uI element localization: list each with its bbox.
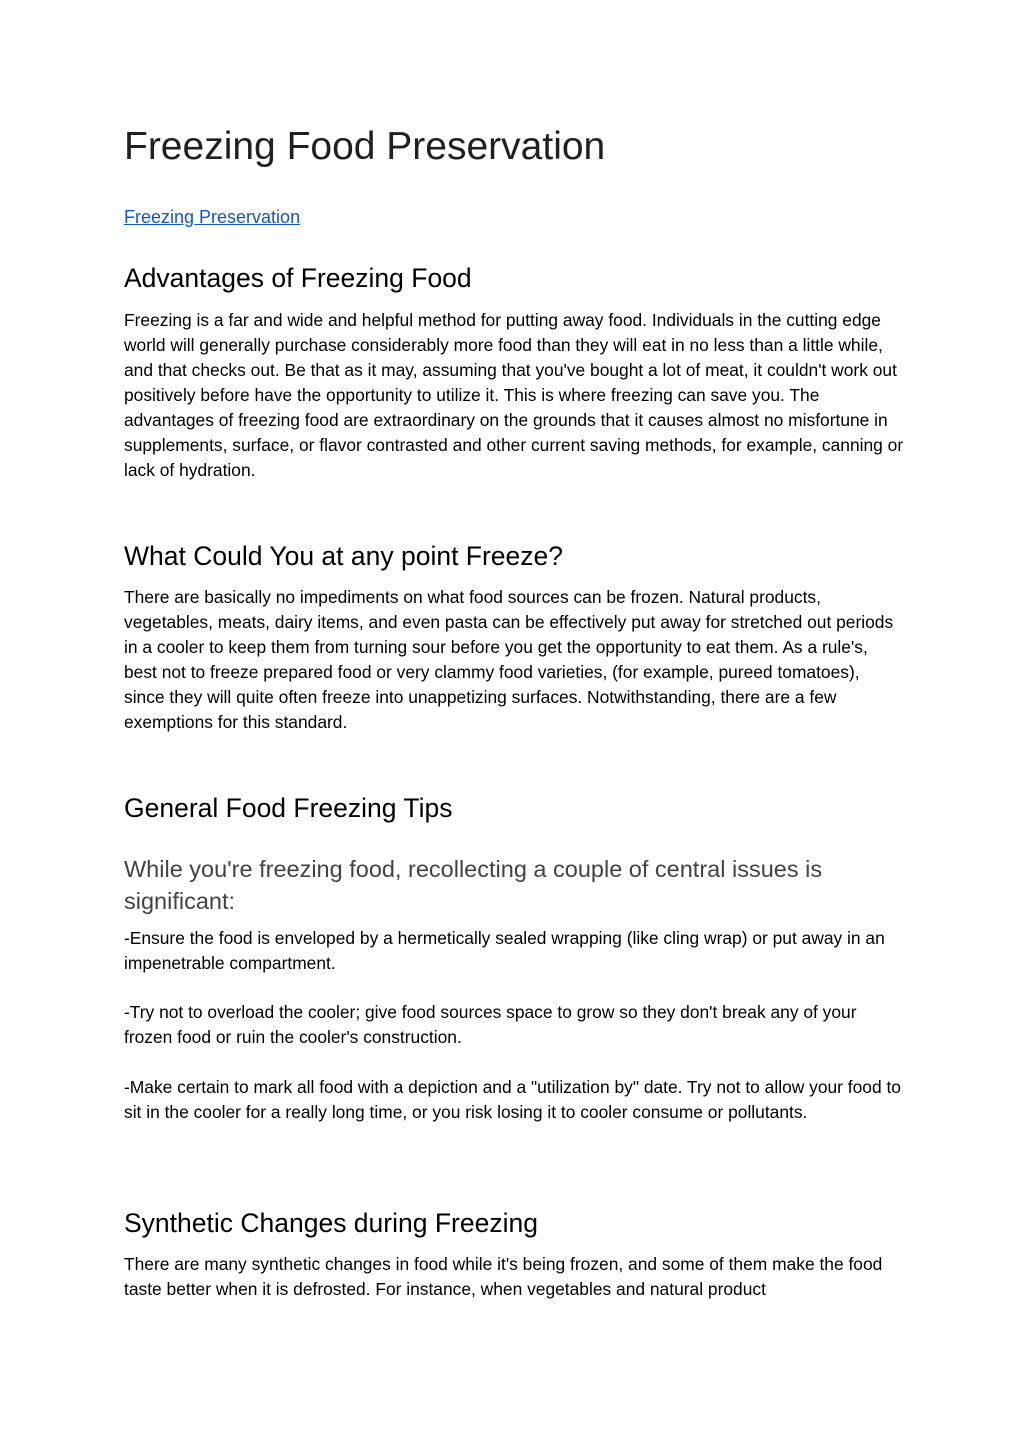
section-body-synthetic-changes: There are many synthetic changes in food while it's being frozen, and some of them make the food taste better when it is defrosted. For instance, when vegetables and natural product [124,1254,883,1299]
section-heading-advantages: Advantages of Freezing Food [124,263,472,293]
tip-item: -Try not to overload the cooler; give food sources space to grow so they don't break any of your frozen food or ruin the cooler's construction. [124,1002,857,1047]
section-heading-synthetic-changes: Synthetic Changes during Freezing [124,1208,538,1238]
tip-item: -Make certain to mark all food with a depiction and a "utilization by" date. Try not to allow your food to sit in the cooler for a really long time, or you risk losing it to cooler consume or pollutants. [124,1077,901,1122]
freezing-preservation-link[interactable]: Freezing Preservation [124,207,301,227]
section-body-what-to-freeze: There are basically no impediments on what food sources can be frozen. Natural products, vegetables, meats, dairy items, and even pasta can be effectively put away for stretched out periods in a cooler to keep them from turning sour before you get the opportunity to eat them. As a rule's, best not to freeze prepared food or very clammy food varieties, (for example, pureed tomatoes), since they will quite often freeze into unappetizing surfaces. Notwithstanding, there are a few exemptions for this standard. [124,587,894,732]
section-subheading-general-tips: While you're freezing food, recollecting a couple of central issues is significant: [124,856,823,914]
section-body-advantages: Freezing is a far and wide and helpful method for putting away food. Individuals in the cutting edge world will generally purchase considerably more food than they will eat in no less than a little while, and that checks out. Be that as it may, assuming that you've bought a lot of meat, it couldn't work out positively before have the opportunity to utilize it. This is where freezing can save you. The advantages of freezing food are extraordinary on the grounds that it causes almost no misfortune in supplements, surface, or flavor contrasted and other current saving methods, for example, canning or lack of hydration. [124,310,904,480]
document-title: Freezing Food Preservation [124,125,606,168]
tip-item: -Ensure the food is enveloped by a hermetically sealed wrapping (like cling wrap) or put away in an impenetrable compartment. [124,928,885,973]
section-heading-general-tips: General Food Freezing Tips [124,793,453,823]
section-heading-what-to-freeze: What Could You at any point Freeze? [124,541,564,571]
